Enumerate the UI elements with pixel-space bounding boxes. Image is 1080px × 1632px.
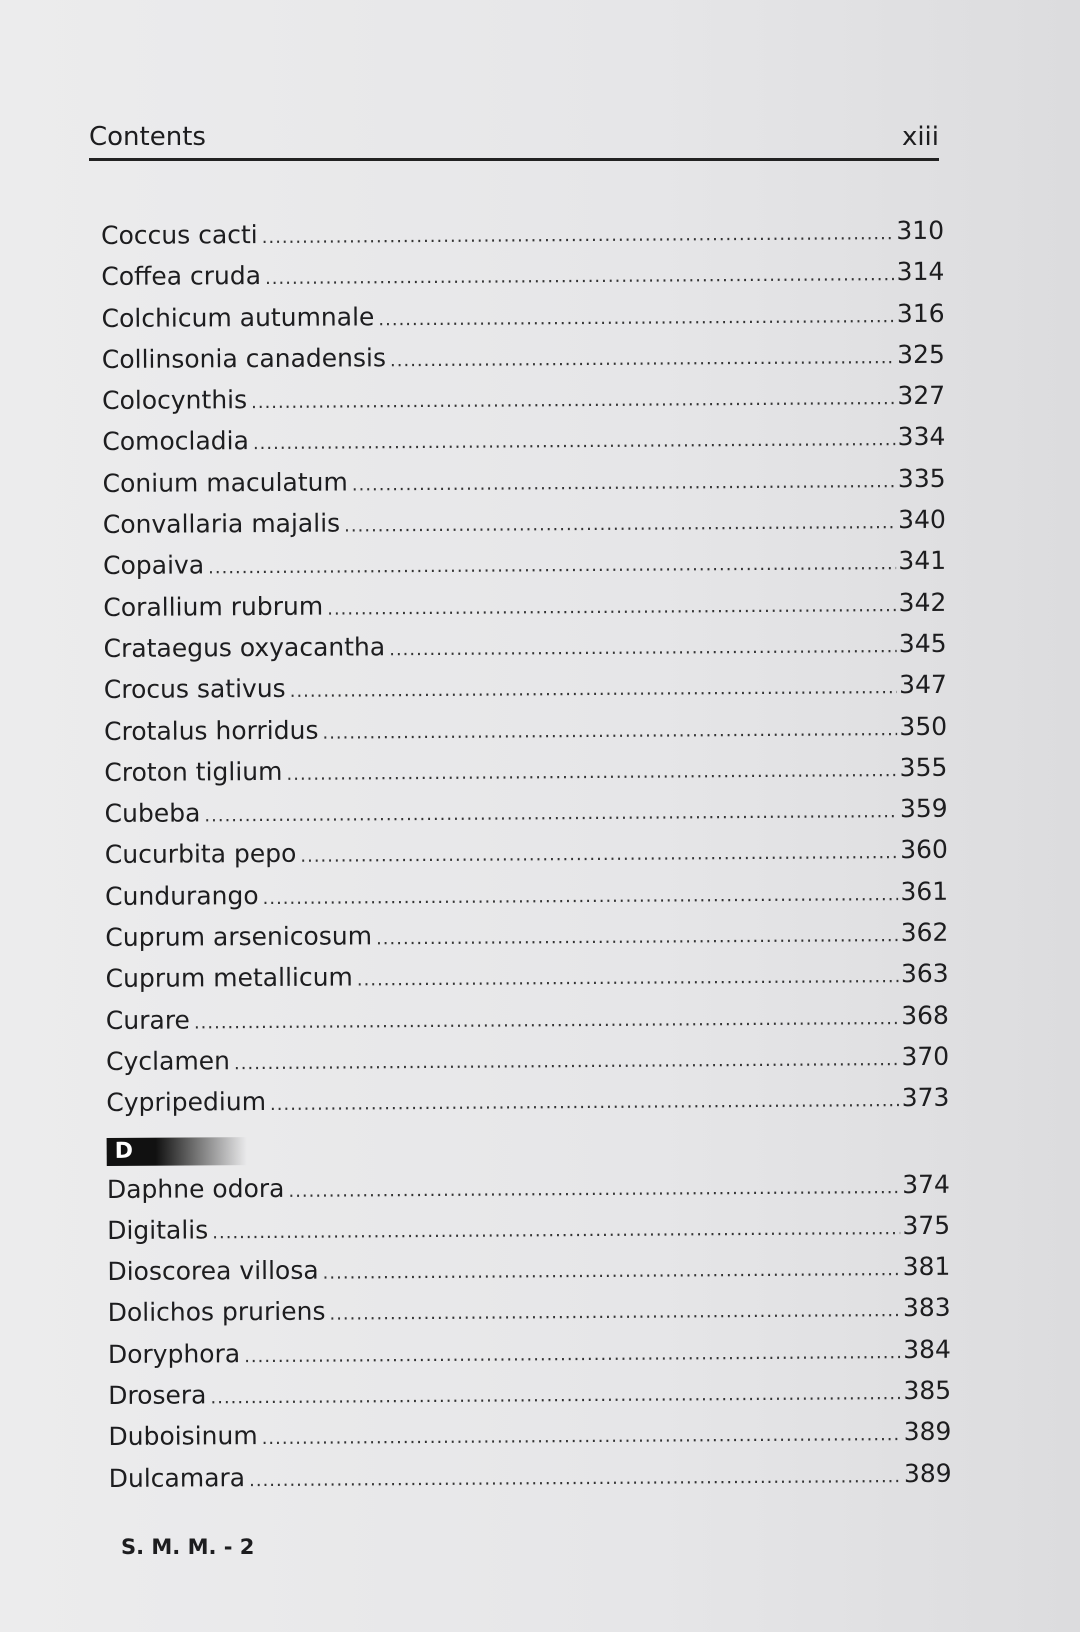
- entry-page: 316: [896, 298, 945, 328]
- entry-name: Cuprum arsenicosum: [105, 921, 373, 953]
- entry-name: Croton tiglium: [104, 756, 283, 787]
- dot-leader: [352, 471, 896, 495]
- toc-entry: [104, 753, 947, 799]
- toc-entry: [101, 257, 944, 303]
- toc-entry: [106, 1042, 949, 1088]
- toc-entry: [107, 1211, 950, 1257]
- entry-name: Colchicum autumnale: [101, 301, 375, 333]
- dot-leader: [270, 1090, 900, 1115]
- dot-leader: [389, 636, 897, 660]
- entry-page: 345: [898, 628, 947, 659]
- toc-entry: [103, 588, 946, 634]
- entry-name: Conium maculatum: [102, 467, 348, 498]
- entry-name: Dolichos pruriens: [107, 1297, 326, 1328]
- dot-leader: [329, 1301, 901, 1325]
- entry-name: Crataegus oxyacantha: [103, 632, 386, 663]
- dot-leader: [357, 966, 899, 990]
- dot-leader: [376, 925, 899, 949]
- toc-entry: [102, 422, 945, 468]
- toc-entry: [105, 835, 948, 881]
- entry-name: Corallium rubrum: [103, 591, 324, 622]
- entry-page: 359: [899, 793, 948, 824]
- dot-leader: [262, 1424, 902, 1449]
- dot-leader: [253, 430, 896, 455]
- toc-entry: [107, 1252, 950, 1298]
- entry-name: Curare: [105, 1005, 190, 1035]
- entry-name: Drosera: [108, 1380, 207, 1410]
- dot-leader: [322, 719, 897, 744]
- dot-leader: [265, 264, 895, 289]
- entry-name: Cucurbita pepo: [104, 839, 297, 870]
- toc-entry: [102, 381, 945, 427]
- entry-page: 347: [899, 670, 947, 700]
- entry-page: 350: [899, 711, 948, 741]
- toc-entry: [106, 1083, 949, 1129]
- signature-mark: S. M. M. - 2: [121, 1535, 255, 1559]
- dot-leader: [244, 1342, 901, 1367]
- entry-page: 327: [897, 381, 946, 411]
- dot-leader: [300, 843, 898, 868]
- entry-page: 368: [901, 1000, 949, 1030]
- entry-name: Convallaria majalis: [102, 508, 341, 540]
- entry-page: 363: [900, 959, 949, 989]
- entry-page: 375: [902, 1210, 951, 1240]
- toc-entry: [108, 1335, 951, 1381]
- toc-entry: [105, 877, 948, 923]
- dot-leader: [390, 347, 895, 371]
- toc-entry: [102, 340, 945, 386]
- entry-page: 341: [898, 546, 947, 576]
- entry-name: Cyclamen: [106, 1046, 231, 1076]
- entry-page: 335: [897, 463, 946, 493]
- entry-page: 373: [901, 1083, 950, 1113]
- dot-leader: [286, 760, 897, 785]
- dot-leader: [251, 388, 895, 413]
- toc-entry: [103, 546, 946, 592]
- entry-page: 370: [901, 1041, 950, 1072]
- dot-leader: [208, 554, 896, 579]
- entry-page: 385: [903, 1375, 952, 1406]
- toc-entry: [108, 1417, 951, 1463]
- entry-name: Duboisinum: [108, 1421, 258, 1452]
- toc-entry: [107, 1169, 950, 1215]
- dot-leader: [204, 801, 898, 826]
- dot-leader: [378, 306, 895, 330]
- toc-entry: [104, 629, 947, 675]
- entry-name: Coccus cacti: [101, 220, 258, 250]
- entry-name: Colocynthis: [102, 385, 248, 416]
- dot-leader: [344, 512, 896, 536]
- dot-leader: [210, 1383, 901, 1408]
- toc-entry: [104, 711, 947, 757]
- toc-entry: [109, 1458, 952, 1504]
- dot-leader: [323, 1259, 901, 1284]
- entry-name: Dulcamara: [108, 1462, 246, 1493]
- dot-leader: [290, 677, 898, 702]
- entry-name: Comocladia: [102, 426, 249, 457]
- entry-page: 314: [896, 257, 945, 287]
- entry-page: 355: [899, 752, 948, 782]
- section-heading: [107, 1124, 950, 1174]
- entry-name: Crocus sativus: [103, 674, 286, 705]
- entry-page: 362: [900, 917, 949, 948]
- entry-page: 310: [896, 215, 945, 246]
- toc-entry: [108, 1293, 951, 1339]
- toc-entry: [105, 918, 948, 964]
- running-header: [89, 120, 939, 160]
- entry-name: Crotalus horridus: [104, 715, 319, 746]
- dot-leader: [234, 1049, 900, 1074]
- toc-entry: [108, 1376, 951, 1422]
- toc-entry: [102, 298, 945, 344]
- dot-leader: [327, 595, 897, 619]
- entry-page: 389: [903, 1417, 952, 1447]
- entry-name: Digitalis: [107, 1215, 209, 1245]
- header-rule: [89, 158, 939, 161]
- dot-leader: [263, 884, 899, 909]
- entry-name: Copaiva: [103, 550, 205, 581]
- dot-leader: [288, 1177, 900, 1202]
- entry-page: 342: [898, 587, 947, 617]
- entry-page: 340: [898, 504, 946, 535]
- dot-leader: [262, 223, 895, 248]
- entry-page: 384: [903, 1334, 951, 1364]
- entry-name: Cubeba: [104, 798, 201, 829]
- entry-page: 360: [900, 835, 948, 865]
- entry-page: 334: [897, 422, 946, 452]
- toc-entry: [106, 959, 949, 1005]
- dot-leader: [194, 1008, 899, 1033]
- entry-name: Dioscorea villosa: [107, 1255, 319, 1287]
- entry-page: 383: [902, 1293, 951, 1323]
- entry-page: 381: [902, 1251, 951, 1282]
- entry-name: Doryphora: [107, 1338, 241, 1369]
- toc-entry: [105, 794, 948, 840]
- toc-entry: [104, 670, 947, 716]
- entry-page: 389: [903, 1458, 952, 1488]
- header-title: Contents: [89, 122, 206, 152]
- toc-entry: [101, 216, 944, 262]
- entry-name: Collinsonia canadensis: [101, 343, 387, 374]
- entry-name: Coffea cruda: [101, 261, 262, 292]
- contents-list: [101, 216, 952, 1505]
- entry-name: Cundurango: [105, 880, 259, 911]
- entry-name: Daphne odora: [106, 1173, 285, 1204]
- toc-entry: [103, 464, 946, 510]
- entry-page: 361: [900, 876, 949, 906]
- header-page-number: xiii: [901, 122, 939, 152]
- entry-page: 374: [902, 1169, 950, 1199]
- entry-name: Cypripedium: [106, 1087, 267, 1118]
- dot-leader: [212, 1218, 900, 1243]
- entry-page: 325: [897, 339, 945, 370]
- dot-leader: [249, 1466, 902, 1491]
- toc-entry: [103, 505, 946, 551]
- entry-name: Cuprum metallicum: [105, 962, 353, 994]
- toc-entry: [106, 1000, 949, 1046]
- section-letter: D: [107, 1137, 247, 1166]
